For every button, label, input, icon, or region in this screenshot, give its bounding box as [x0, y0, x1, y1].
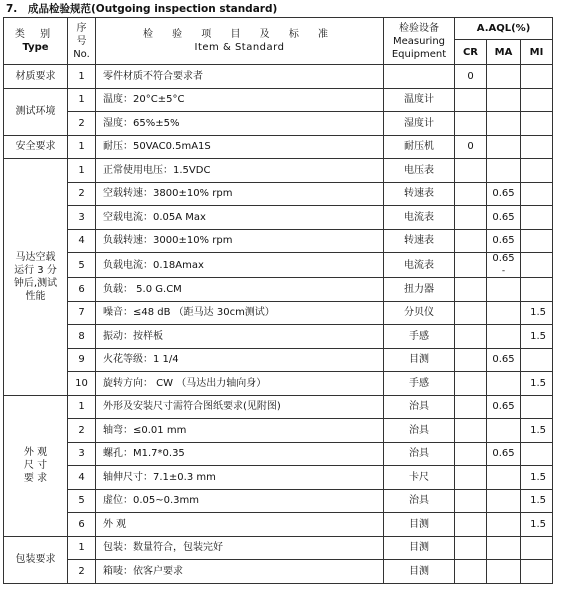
aql-cr-cell: [455, 182, 487, 206]
header-item-cn: 检 验 项 目 及 标 准: [142, 29, 337, 40]
category-cell: 安全要求: [4, 135, 68, 159]
aql-cr-cell: [455, 278, 487, 302]
aql-mi-cell: 1.5: [521, 513, 553, 537]
table-row: [4, 419, 553, 443]
row-number: 2: [68, 419, 96, 443]
table-row: [4, 159, 553, 183]
aql-cr-cell: [455, 229, 487, 253]
table-row: [4, 513, 553, 537]
header-type-cn: 类 别: [14, 29, 57, 40]
row-number: 9: [68, 348, 96, 372]
aql-cr-cell: [455, 372, 487, 396]
aql-mi-cell: 1.5: [521, 372, 553, 396]
row-number: 2: [68, 182, 96, 206]
table-row: [4, 466, 553, 490]
equipment-cell: 目测: [384, 348, 455, 372]
inspection-table: [3, 17, 553, 584]
aql-ma-cell: [487, 325, 521, 349]
category-cell: [4, 395, 68, 536]
aql-ma-value: 0.65: [492, 253, 515, 264]
aql-mi-cell: [521, 278, 553, 302]
aql-cr-cell: [455, 419, 487, 443]
equipment-cell: 治具: [384, 489, 455, 513]
aql-ma-cell: [487, 489, 521, 513]
aql-cr-cell: [455, 206, 487, 230]
aql-cr-cell: [455, 253, 487, 278]
header-equipment-cn: 检验设备: [399, 22, 439, 34]
row-number: 7: [68, 301, 96, 325]
item-standard: 零件材质不符合要求者: [96, 65, 384, 89]
aql-ma-suffix: -: [501, 266, 506, 276]
header-item: [96, 18, 384, 65]
aql-ma-cell: [487, 135, 521, 159]
table-row: [4, 112, 553, 136]
category-cell: 包装要求: [4, 536, 68, 583]
item-standard: 负载： 5.0 G.CM: [96, 278, 384, 302]
item-standard: 虚位：0.05~0.3mm: [96, 489, 384, 513]
item-standard: 轴弯：≤0.01 mm: [96, 419, 384, 443]
category-cell: [4, 159, 68, 396]
aql-mi-cell: 1.5: [521, 466, 553, 490]
equipment-cell: 扭力器: [384, 278, 455, 302]
item-standard: 正常使用电压：1.5VDC: [96, 159, 384, 183]
row-number: 10: [68, 372, 96, 396]
aql-ma-cell: 0.65: [487, 182, 521, 206]
header-type-en: Type: [22, 42, 49, 53]
table-row: [4, 348, 553, 372]
aql-mi-cell: [521, 442, 553, 466]
table-row: [4, 88, 553, 112]
item-standard: 包装：数量符合，包装完好: [96, 536, 384, 560]
aql-cr-cell: [455, 348, 487, 372]
table-row: [4, 395, 553, 419]
row-number: 8: [68, 325, 96, 349]
row-number: 2: [68, 560, 96, 584]
aql-mi-cell: [521, 112, 553, 136]
aql-ma-cell: [487, 65, 521, 89]
aql-ma-cell: [487, 466, 521, 490]
aql-mi-cell: [521, 536, 553, 560]
table-row: [4, 229, 553, 253]
aql-mi-cell: [521, 182, 553, 206]
equipment-cell: 目测: [384, 536, 455, 560]
equipment-cell: 目测: [384, 560, 455, 584]
aql-cr-cell: [455, 159, 487, 183]
equipment-cell: 耐压机: [384, 135, 455, 159]
aql-mi-cell: [521, 348, 553, 372]
aql-ma-cell: [487, 513, 521, 537]
row-number: 5: [68, 253, 96, 278]
item-standard: 负载转速：3000±10% rpm: [96, 229, 384, 253]
row-number: 3: [68, 442, 96, 466]
header-no: [68, 18, 96, 65]
aql-ma-cell: [487, 278, 521, 302]
row-number: 4: [68, 229, 96, 253]
equipment-cell: 手感: [384, 325, 455, 349]
equipment-cell: 治具: [384, 419, 455, 443]
table-row: [4, 182, 553, 206]
aql-mi-cell: [521, 206, 553, 230]
row-number: 6: [68, 513, 96, 537]
aql-mi-cell: [521, 229, 553, 253]
row-number: 1: [68, 135, 96, 159]
equipment-cell: 治具: [384, 442, 455, 466]
aql-ma-cell: 0.65: [487, 395, 521, 419]
header-ma: MA: [487, 40, 521, 65]
table-row: [4, 536, 553, 560]
header-type: [4, 18, 68, 65]
item-standard: 旋转方向： CW （马达出力轴向身）: [96, 372, 384, 396]
section-title: [6, 1, 277, 17]
equipment-cell: 湿度计: [384, 112, 455, 136]
aql-cr-cell: [455, 466, 487, 490]
row-number: 5: [68, 489, 96, 513]
table-row: [4, 560, 553, 584]
row-number: 6: [68, 278, 96, 302]
header-equipment: [384, 18, 455, 65]
aql-ma-cell: [487, 372, 521, 396]
aql-cr-cell: [455, 88, 487, 112]
aql-ma-cell: [487, 159, 521, 183]
table-row: [4, 442, 553, 466]
item-standard: 箱唛：依客户要求: [96, 560, 384, 584]
header-no-cn-2: 号: [76, 35, 87, 47]
category-cell: 材质要求: [4, 65, 68, 89]
category-line: 尺 寸: [23, 460, 48, 471]
aql-cr-cell: [455, 560, 487, 584]
aql-cr-cell: [455, 536, 487, 560]
aql-mi-cell: 1.5: [521, 301, 553, 325]
item-standard: 温度：20°C±5°C: [96, 88, 384, 112]
item-standard: 螺孔：M1.7*0.35: [96, 442, 384, 466]
row-number: 1: [68, 159, 96, 183]
aql-mi-cell: [521, 560, 553, 584]
table-row: [4, 253, 553, 278]
aql-cr-cell: [455, 395, 487, 419]
header-equipment-en-2: Equipment: [391, 48, 447, 60]
category-line: 运行 3 分: [14, 264, 57, 276]
equipment-cell: 转速表: [384, 182, 455, 206]
equipment-cell: 手感: [384, 372, 455, 396]
table-row: [4, 206, 553, 230]
category-line: 马达空载: [15, 251, 56, 263]
aql-mi-cell: [521, 395, 553, 419]
equipment-cell: [384, 65, 455, 89]
table-row: [4, 325, 553, 349]
item-standard: 湿度：65%±5%: [96, 112, 384, 136]
item-standard: 外 观: [96, 513, 384, 537]
category-line: 外 观: [23, 447, 48, 458]
item-standard: 外形及安装尺寸需符合图纸要求(见附图): [96, 395, 384, 419]
item-standard: 火花等级：1 1/4: [96, 348, 384, 372]
row-number: 1: [68, 536, 96, 560]
equipment-cell: 电流表: [384, 206, 455, 230]
aql-cr-cell: [455, 301, 487, 325]
table-row: [4, 301, 553, 325]
aql-mi-cell: 1.5: [521, 489, 553, 513]
aql-mi-cell: [521, 253, 553, 278]
table-body: [4, 18, 553, 584]
item-standard: 空载电流：0.05A Max: [96, 206, 384, 230]
equipment-cell: 电流表: [384, 253, 455, 278]
row-number: 3: [68, 206, 96, 230]
row-number: 2: [68, 112, 96, 136]
section-number: 7.: [6, 3, 18, 15]
equipment-cell: 治具: [384, 395, 455, 419]
aql-cr-cell: 0: [455, 65, 487, 89]
aql-ma-cell: [487, 112, 521, 136]
aql-ma-cell: [487, 88, 521, 112]
header-item-en: Item & Standard: [194, 42, 285, 53]
table-row: [4, 135, 553, 159]
aql-ma-cell: 0.65: [487, 442, 521, 466]
header-aql: A.AQL(%): [455, 18, 553, 40]
header-no-en: No.: [73, 48, 90, 60]
header-cr: CR: [455, 40, 487, 65]
aql-cr-cell: 0: [455, 135, 487, 159]
aql-ma-cell: [487, 419, 521, 443]
table-row: [4, 489, 553, 513]
aql-ma-cell: [487, 253, 521, 278]
table-row: [4, 65, 553, 89]
aql-mi-cell: [521, 135, 553, 159]
aql-mi-cell: 1.5: [521, 419, 553, 443]
item-standard: 振动：按样板: [96, 325, 384, 349]
equipment-cell: 电压表: [384, 159, 455, 183]
aql-ma-cell: 0.65: [487, 348, 521, 372]
aql-cr-cell: [455, 489, 487, 513]
item-standard: 噪音：≤48 dB （距马达 30cm测试）: [96, 301, 384, 325]
header-mi: MI: [521, 40, 553, 65]
aql-ma-cell: [487, 536, 521, 560]
equipment-cell: 温度计: [384, 88, 455, 112]
aql-cr-cell: [455, 513, 487, 537]
aql-mi-cell: [521, 159, 553, 183]
aql-cr-cell: [455, 112, 487, 136]
category-cell: 测试环境: [4, 88, 68, 135]
table-row: [4, 278, 553, 302]
header-equipment-en-1: Measuring: [392, 35, 446, 47]
aql-mi-cell: [521, 65, 553, 89]
aql-mi-cell: [521, 88, 553, 112]
item-standard: 轴伸尺寸：7.1±0.3 mm: [96, 466, 384, 490]
category-line: 要 求: [23, 473, 48, 484]
aql-ma-cell: 0.65: [487, 206, 521, 230]
item-standard: 耐压：50VAC0.5mA1S: [96, 135, 384, 159]
row-number: 4: [68, 466, 96, 490]
equipment-cell: 目测: [384, 513, 455, 537]
row-number: 1: [68, 65, 96, 89]
aql-cr-cell: [455, 325, 487, 349]
aql-ma-cell: [487, 560, 521, 584]
category-line: 钟后,测试: [13, 277, 58, 289]
equipment-cell: 卡尺: [384, 466, 455, 490]
header-row-1: [4, 18, 553, 40]
row-number: 1: [68, 395, 96, 419]
item-standard: 空载转速：3800±10% rpm: [96, 182, 384, 206]
aql-ma-cell: 0.65: [487, 229, 521, 253]
row-number: 1: [68, 88, 96, 112]
aql-mi-cell: 1.5: [521, 325, 553, 349]
section-title-text: 成品检验规范(Outgoing inspection standard): [28, 3, 278, 15]
header-no-cn-1: 序: [76, 22, 87, 34]
aql-ma-cell: [487, 301, 521, 325]
equipment-cell: 转速表: [384, 229, 455, 253]
category-line: 性能: [25, 290, 46, 302]
table-row: [4, 372, 553, 396]
item-standard: 负载电流：0.18Amax: [96, 253, 384, 278]
aql-cr-cell: [455, 442, 487, 466]
equipment-cell: 分贝仪: [384, 301, 455, 325]
